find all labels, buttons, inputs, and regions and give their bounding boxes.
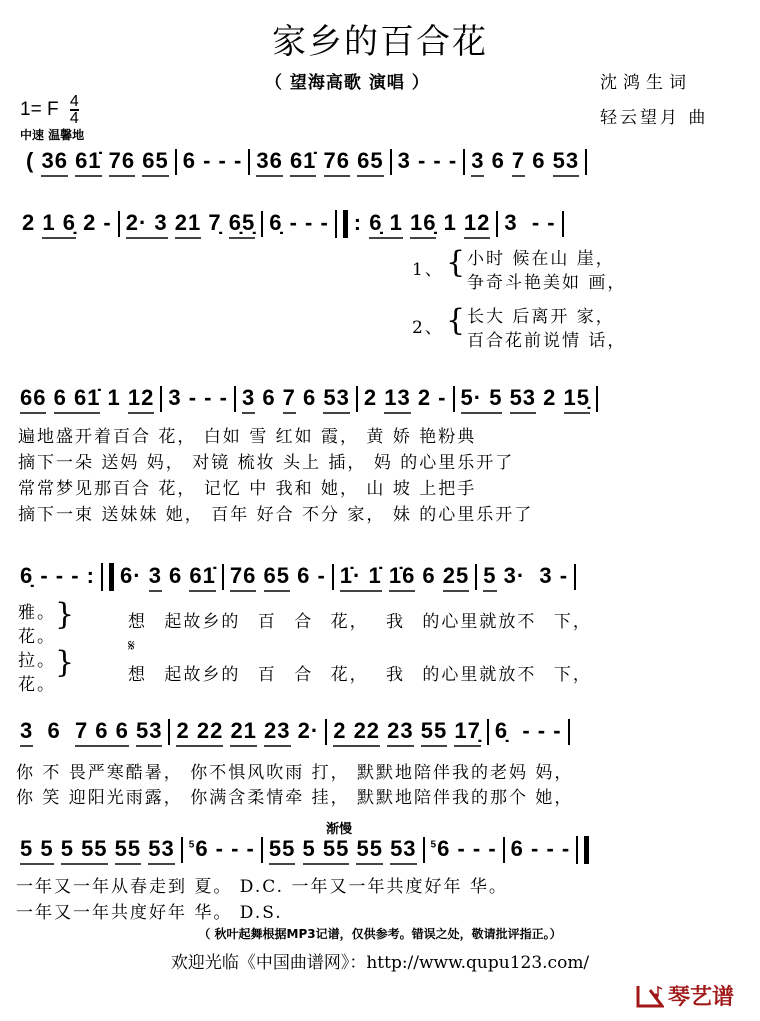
chorus-lyric-2: 想 起故乡的 百 合 花， 我 的心里就放不 下，: [128, 665, 592, 685]
notation-line-1: ( 36 61̇ 76 65 6 - - - 36 61̇ 76 65 3 - - - 3 6 7 6 53: [26, 148, 593, 175]
brace-verse-1: {: [446, 245, 466, 280]
lyric-line-5a: 你 不 畏严寒酷暑， 你不惧风吹雨 打， 默默地陪伴我的老妈 妈，: [16, 763, 574, 783]
music-note-logo-icon: [636, 984, 664, 1008]
logo-text: 琴艺谱: [668, 985, 735, 1010]
lyric-line-6a: 一年又一年从春走到 夏。 D.C. 一年又一年共度好年 华。: [16, 877, 508, 897]
notation-line-5: 3 6 7 6 6 53 2 22 21 23 2· 2 22 23 55 17̣ 6̣ - - -: [20, 718, 576, 745]
singer-credit: （ 望海高歌 演唱 ）: [265, 73, 430, 93]
ending-lyric-3: 拉。: [18, 651, 56, 671]
tempo-mark-ritardando: 渐慢: [326, 822, 353, 837]
brace-verse-2: {: [446, 303, 466, 338]
verse-label-1: 1、: [412, 260, 444, 280]
grace-note: 5: [188, 839, 196, 851]
lyricist-credit: 沈鸿生词: [600, 73, 692, 93]
song-title: 家乡的百合花: [272, 22, 488, 62]
chorus-lyric-1: 想 起故乡的 百 合 花， 我 的心里就放不 下，: [128, 612, 592, 632]
lyric-line-3b: 摘下一朵 送妈 妈， 对镜 梳妆 头上 插， 妈 的心里乐开了: [18, 453, 515, 473]
time-sig-top: 4: [69, 93, 79, 110]
lyric-line-3d: 摘下一束 送妹妹 她， 百年 好合 不分 家， 妹 的心里乐开了: [18, 505, 534, 525]
tempo-marking: 中速 温馨地: [20, 128, 85, 142]
notation-line-2: 2 1 6̣ 2 - 2· 3 21 7̣ 6̣5̣ 6̣ - - - : 6̣ 1 16̣ 1 12 3 - -: [22, 210, 570, 238]
notation-line-3: 66 6 61̇ 1 12 3 - - - 3 6 7 6 53 2 13 2 - 5· 5 53 2 15̣: [20, 385, 604, 412]
lyric-v2-b: 百合花前说情 话，: [467, 331, 627, 351]
notation-line-4: 6̣ - - - : 6· 3 6 61̇ 76 65 6 - 1̇· 1̇ 1̇6 6 25 5 3· 3 -: [20, 563, 582, 591]
lyric-line-5b: 你 笑 迎阳光雨露， 你满含柔情牵 挂， 默默地陪伴我的那个 她，: [16, 788, 574, 808]
lyric-v1-a: 小时 候在山 崖，: [467, 249, 615, 269]
site-link[interactable]: 欢迎光临《中国曲谱网》：http://www.qupu123.com/: [170, 953, 590, 973]
brand-logo[interactable]: [636, 980, 734, 1011]
lyric-line-3c: 常常梦见那百合 花， 记忆 中 我和 她， 山 坡 上把手: [18, 479, 477, 499]
notation-line-6: 5 5 5 55 55 53 $^5$6 - - - 55 5 55 55 53 $^5$6 - - - 6 - - -: [20, 836, 595, 864]
ending-lyric-1: 雅。: [18, 603, 56, 623]
time-sig-bottom: 4: [69, 110, 79, 127]
segno-icon: 𝄋: [128, 636, 135, 655]
key-signature: [20, 94, 79, 126]
lyric-v2-a: 长大 后离开 家，: [467, 307, 615, 327]
brace-ending-1: }: [55, 597, 75, 632]
lyric-line-6b: 一年又一年共度好年 华。 D.S.: [16, 903, 283, 923]
lyric-v1-b: 争奇斗艳美如 画，: [467, 273, 627, 293]
transcription-note: （ 秋叶起舞根据MP3记谱，仅供参考。错误之处，敬请批评指正。）: [198, 927, 562, 941]
lyric-line-3a: 遍地盛开着百合 花， 白如 雪 红如 霞， 黄 娇 艳粉典: [18, 427, 477, 447]
ending-lyric-2: 花。: [18, 627, 56, 647]
key-label: 1= F: [20, 99, 59, 121]
composer-credit: 轻云望月 曲: [600, 108, 709, 128]
verse-label-2: 2、: [412, 318, 444, 338]
brace-ending-2: }: [55, 645, 75, 680]
ending-lyric-4: 花。: [18, 675, 56, 695]
time-signature: [70, 94, 79, 126]
